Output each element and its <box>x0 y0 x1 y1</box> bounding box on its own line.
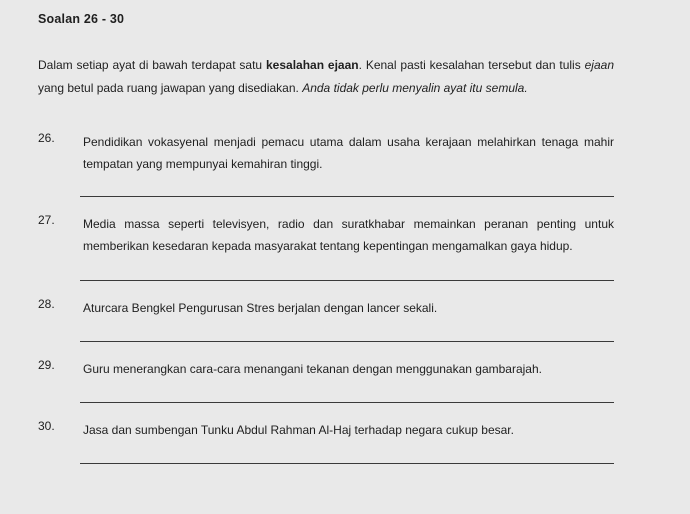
question-text: Aturcara Bengkel Pengurusan Stres berjalan dengan lancer sekali. <box>83 301 438 315</box>
question-number: 30. <box>38 419 55 433</box>
instructions <box>38 54 614 99</box>
instructions-text-3: yang betul pada ruang jawapan yang disediakan. <box>38 80 303 95</box>
section-title: Soalan 26 - 30 <box>38 12 125 26</box>
instructions-text-1: Dalam setiap ayat di bawah terdapat satu <box>38 58 266 72</box>
answer-line-30[interactable] <box>80 463 614 464</box>
question-number: 27. <box>38 213 55 227</box>
instructions-italic-note: Anda tidak perlu menyalin ayat itu semula. <box>302 80 528 95</box>
answer-line-28[interactable] <box>80 341 614 342</box>
question-number: 26. <box>38 131 55 145</box>
answer-line-27[interactable] <box>80 280 614 281</box>
answer-line-26[interactable] <box>80 196 614 197</box>
question-number: 29. <box>38 358 55 372</box>
question-text: Guru menerangkan cara-cara menangani tekanan dengan menggunakan gambarajah. <box>83 362 542 376</box>
question-text: Jasa dan sumbengan Tunku Abdul Rahman Al-Haj terhadap negara cukup besar. <box>83 423 514 437</box>
instructions-emphasis: kesalahan ejaan <box>266 58 359 72</box>
answer-line-29[interactable] <box>80 402 614 403</box>
question-text: Media massa seperti televisyen, radio dan suratkhabar memainkan peranan penting untuk memberikan kesedaran kepada masyarakat tentang kepentingan mengamalkan gaya hidup. <box>83 217 614 253</box>
instructions-text-2: . Kenal pasti kesalahan tersebut dan tulis <box>358 58 585 72</box>
question-text: Pendidikan vokasyenal menjadi pemacu utama dalam usaha kerajaan melahirkan tenaga mahir tempatan yang mempunyai kemahiran tinggi. <box>83 135 614 171</box>
instructions-italic-word: ejaan <box>584 58 614 72</box>
question-number: 28. <box>38 297 55 311</box>
